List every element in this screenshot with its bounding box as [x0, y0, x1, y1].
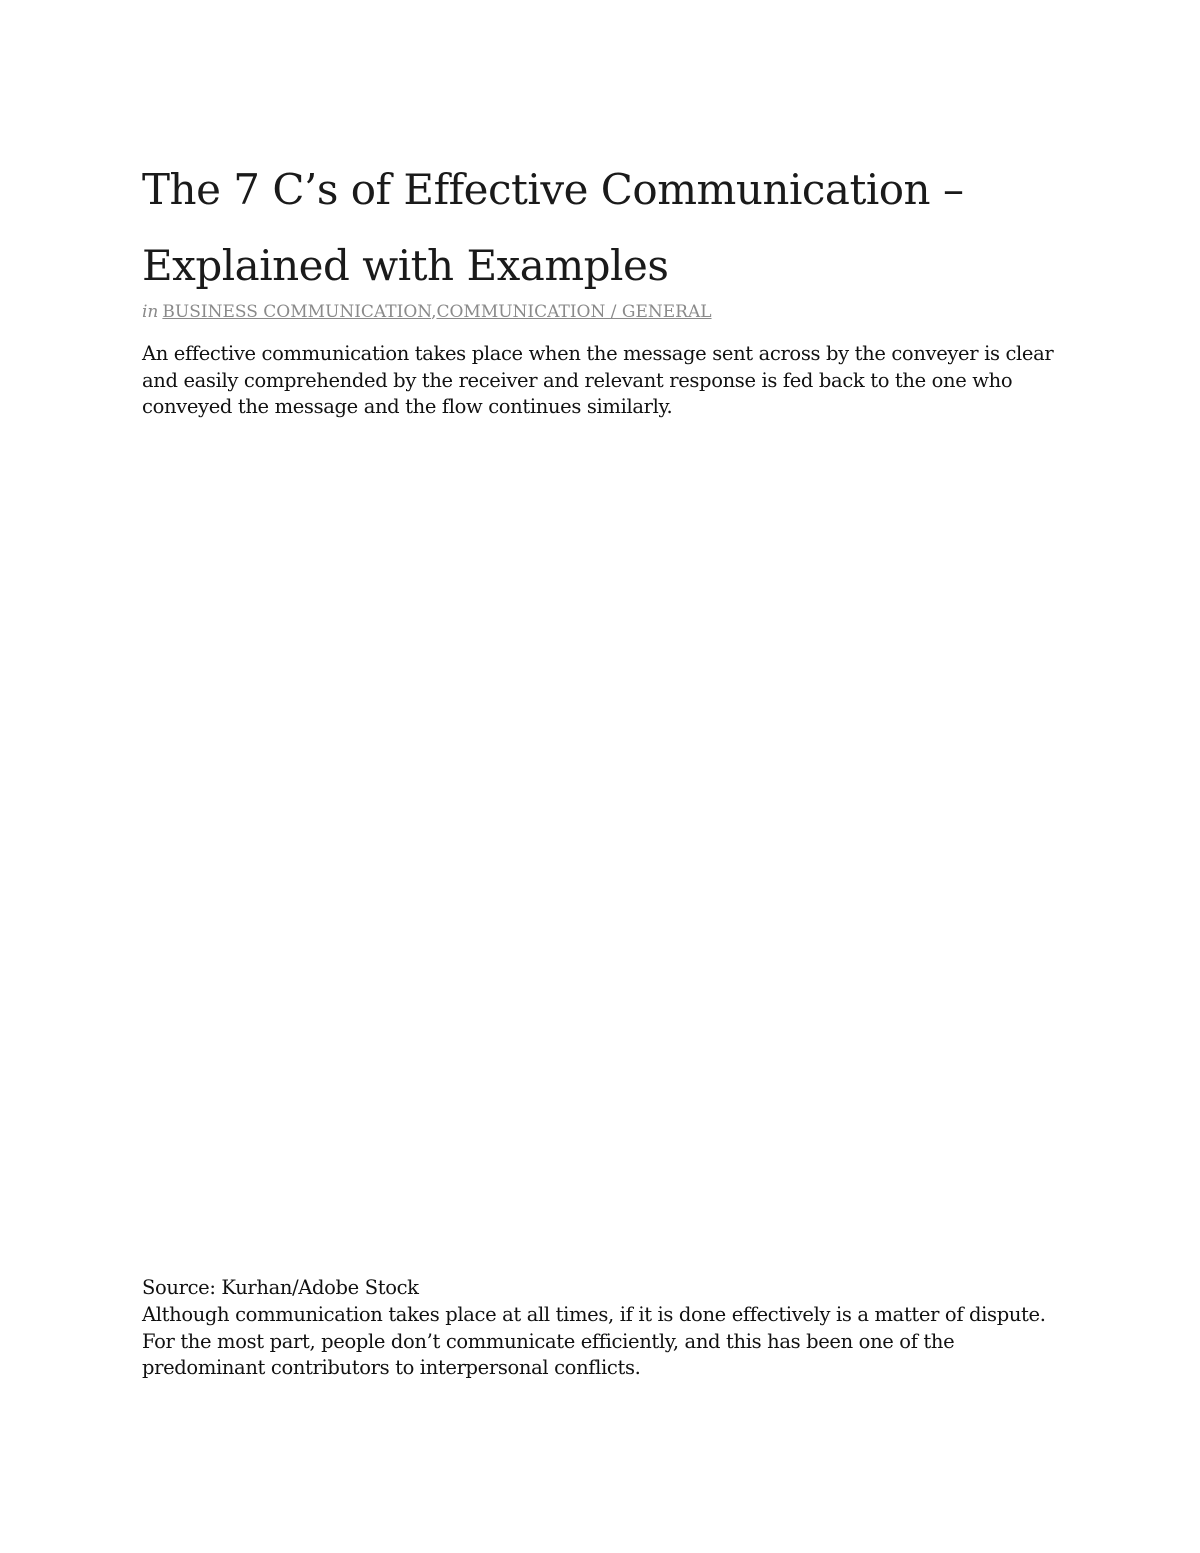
- category-line: [142, 300, 712, 324]
- category-link-communication-general[interactable]: COMMUNICATION / GENERAL: [436, 302, 712, 322]
- category-prefix: in: [142, 302, 159, 322]
- intro-paragraph: An effective communication takes place when the message sent across by the conveyer is clear and easily comprehended by the receiver and relevant response is fed back to the one who conveyed the message and the flow continues similarly.: [142, 342, 1054, 418]
- category-separator: ,: [431, 302, 437, 322]
- article-title-line-1: The 7 C’s of Effective Communication –: [142, 165, 964, 214]
- category-link-business-communication[interactable]: BUSINESS COMMUNICATION: [162, 302, 432, 322]
- body-paragraph: Although communication takes place at all times, if it is done effectively is a matter of dispute. For the most part, people don’t communicate efficiently, and this has been one of the predominant contributors to interpersonal conflicts.: [142, 1303, 1046, 1379]
- article-title-line-2: Explained with Examples: [142, 241, 669, 290]
- image-source-caption: Source: Kurhan/Adobe Stock: [142, 1276, 419, 1299]
- article-title: [142, 152, 1062, 304]
